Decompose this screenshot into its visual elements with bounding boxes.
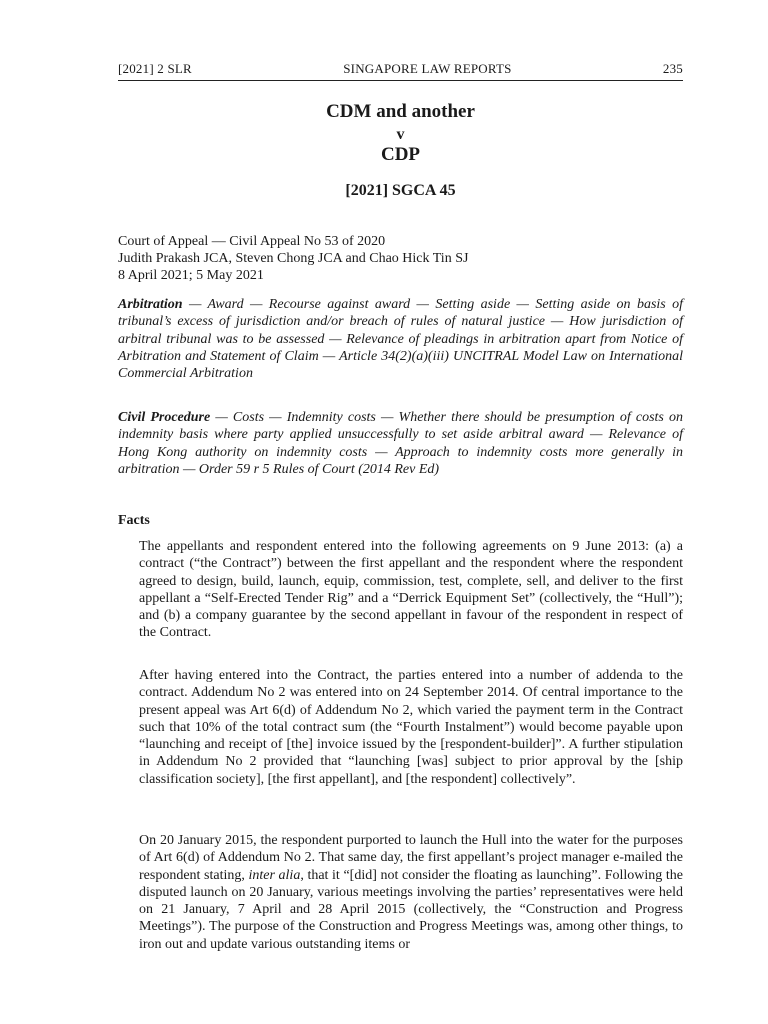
facts-paragraph-3: [139, 832, 683, 953]
judges-line: Judith Prakash JCA, Steven Chong JCA and Chao Hick Tin SJ: [118, 251, 469, 266]
publication-title: SINGAPORE LAW REPORTS: [343, 61, 512, 76]
catchword-subject: Civil Procedure: [118, 410, 211, 425]
paragraph-text: , that it “[did] not consider the floating as launching”. Following the disputed launch on 20 January, various meetings involving the parties’ representatives were held on 21 January, 7 April and 28 April 2015 (collectively, the “Construction and Progress Meetings”). The purpose of the Construction and Progress Meetings was, among other things, to iron out and update various outstanding items or: [139, 867, 683, 952]
catchword-text: — Award — Recourse against award — Setting aside — Setting aside on basis of tribunal’s excess of jurisdiction and/or breach of rules of natural justice — How jurisdiction of arbitral tribunal was to be assessed — Relevance of pleadings in arbitration apart from Notice of Arbitration and Statement of Claim — Article 34(2)(a)(iii) UNCITRAL Model Law on International Commercial Arbitration: [118, 297, 683, 382]
report-citation: [2021] 2 SLR: [118, 61, 192, 76]
case-versus: v: [396, 126, 405, 143]
facts-paragraph-1: The appellants and respondent entered into the following agreements on 9 June 2013: (a) a contract (“the Contract”) between the first appellant and the respondent where the respondent agreed to design, build, launch, equip, commission, test, complete, sell, and deliver to the first appellant a “Self-Erected Tender Rig” and a “Derrick Equipment Set” (collectively, the “Hull”); and (b) a company guarantee by the second appellant in favour of the respondent in respect of the Contract.: [139, 539, 683, 641]
catchword-subject: Arbitration: [118, 297, 183, 312]
latin-phrase: inter alia: [248, 867, 301, 883]
facts-paragraph-2: After having entered into the Contract, the parties entered into a number of addenda to the contract. Addendum No 2 was entered into on 24 September 2014. Of central importance to the present appeal was Art 6(d) of Addendum No 2, which varied the payment term in the Contract such that 10% of the total contract sum (the “Fourth Instalment”) would become payable upon “launching and receipt of [the] invoice issued by the [respondent-builder]”. A further stipulation in Addendum No 2 provided that “launching [was] subject to prior approval by the [ship classification society], [the first appellant], and [the respondent] collectively”.: [139, 668, 683, 787]
running-header: [118, 61, 683, 81]
court-line: Court of Appeal — Civil Appeal No 53 of 2020: [118, 234, 386, 249]
catchwords-arbitration: [118, 296, 683, 382]
catchword-text: — Costs — Indemnity costs — Whether there should be presumption of costs on indemnity basis where party applied unsuccessfully to set aside arbitral award — Relevance of Hong Kong authority on indemnity costs — Approach to indemnity costs more generally in arbitration — Order 59 r 5 Rules of Court (2014 Rev Ed): [118, 410, 683, 477]
dates-line: 8 April 2021; 5 May 2021: [118, 268, 264, 283]
neutral-citation: [2021] SGCA 45: [345, 182, 456, 199]
paragraph-text: On 20 January 2015, the respondent purported to launch the Hull into the water for the purposes of Art 6(d) of Addendum No 2. That same day, the first appellant’s project manager e-mailed the respondent stating,: [139, 833, 683, 883]
facts-heading: Facts: [118, 513, 150, 528]
catchwords-civil-procedure: [118, 409, 683, 478]
case-party-appellants: CDM and another: [326, 101, 475, 122]
case-party-respondent: CDP: [380, 144, 421, 165]
case-meta: [118, 233, 683, 284]
page-number: 235: [662, 61, 683, 76]
